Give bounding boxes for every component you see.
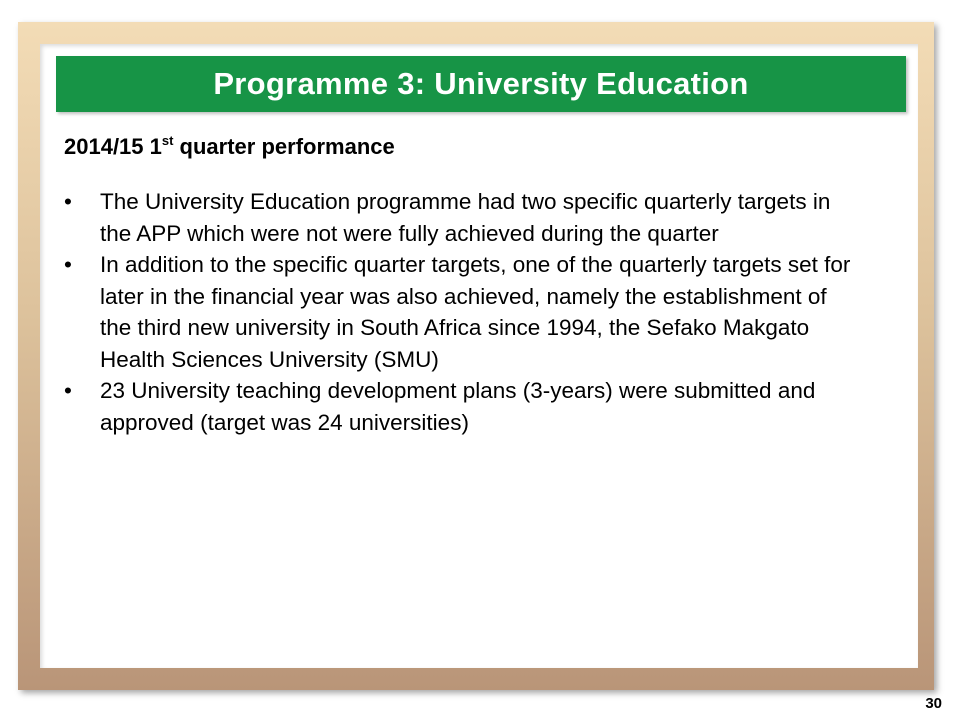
slide-title bbox=[56, 56, 906, 112]
bullet-dot: • bbox=[64, 378, 72, 403]
bullet-text: In addition to the specific quarter targets, one of the quarterly targets set for later in the financial year was also achieved, namely the establishment of the third new university in South Africa since 1994, the Sefako Makgato Health Sciences University (SMU) bbox=[100, 252, 851, 372]
page-number: 30 bbox=[925, 695, 942, 712]
bullet-text: 23 University teaching development plans (3-years) were submitted and approved (target was 24 universities) bbox=[100, 378, 816, 435]
bullet-item bbox=[64, 249, 864, 375]
bullet-dot: • bbox=[64, 252, 72, 277]
bullet-item bbox=[64, 375, 864, 438]
bullet-dot: • bbox=[64, 189, 72, 214]
slide-title-text: Programme 3: University Education bbox=[213, 66, 749, 101]
subtitle-prefix: 2014/15 1 bbox=[64, 134, 162, 159]
bullet-list bbox=[64, 186, 864, 438]
bullet-item bbox=[64, 186, 864, 249]
slide-subtitle bbox=[64, 133, 395, 160]
bullet-text: The University Education programme had two specific quarterly targets in the APP which were not were fully achieved during the quarter bbox=[100, 189, 831, 246]
subtitle-superscript: st bbox=[161, 133, 174, 148]
subtitle-suffix: quarter performance bbox=[173, 134, 395, 159]
